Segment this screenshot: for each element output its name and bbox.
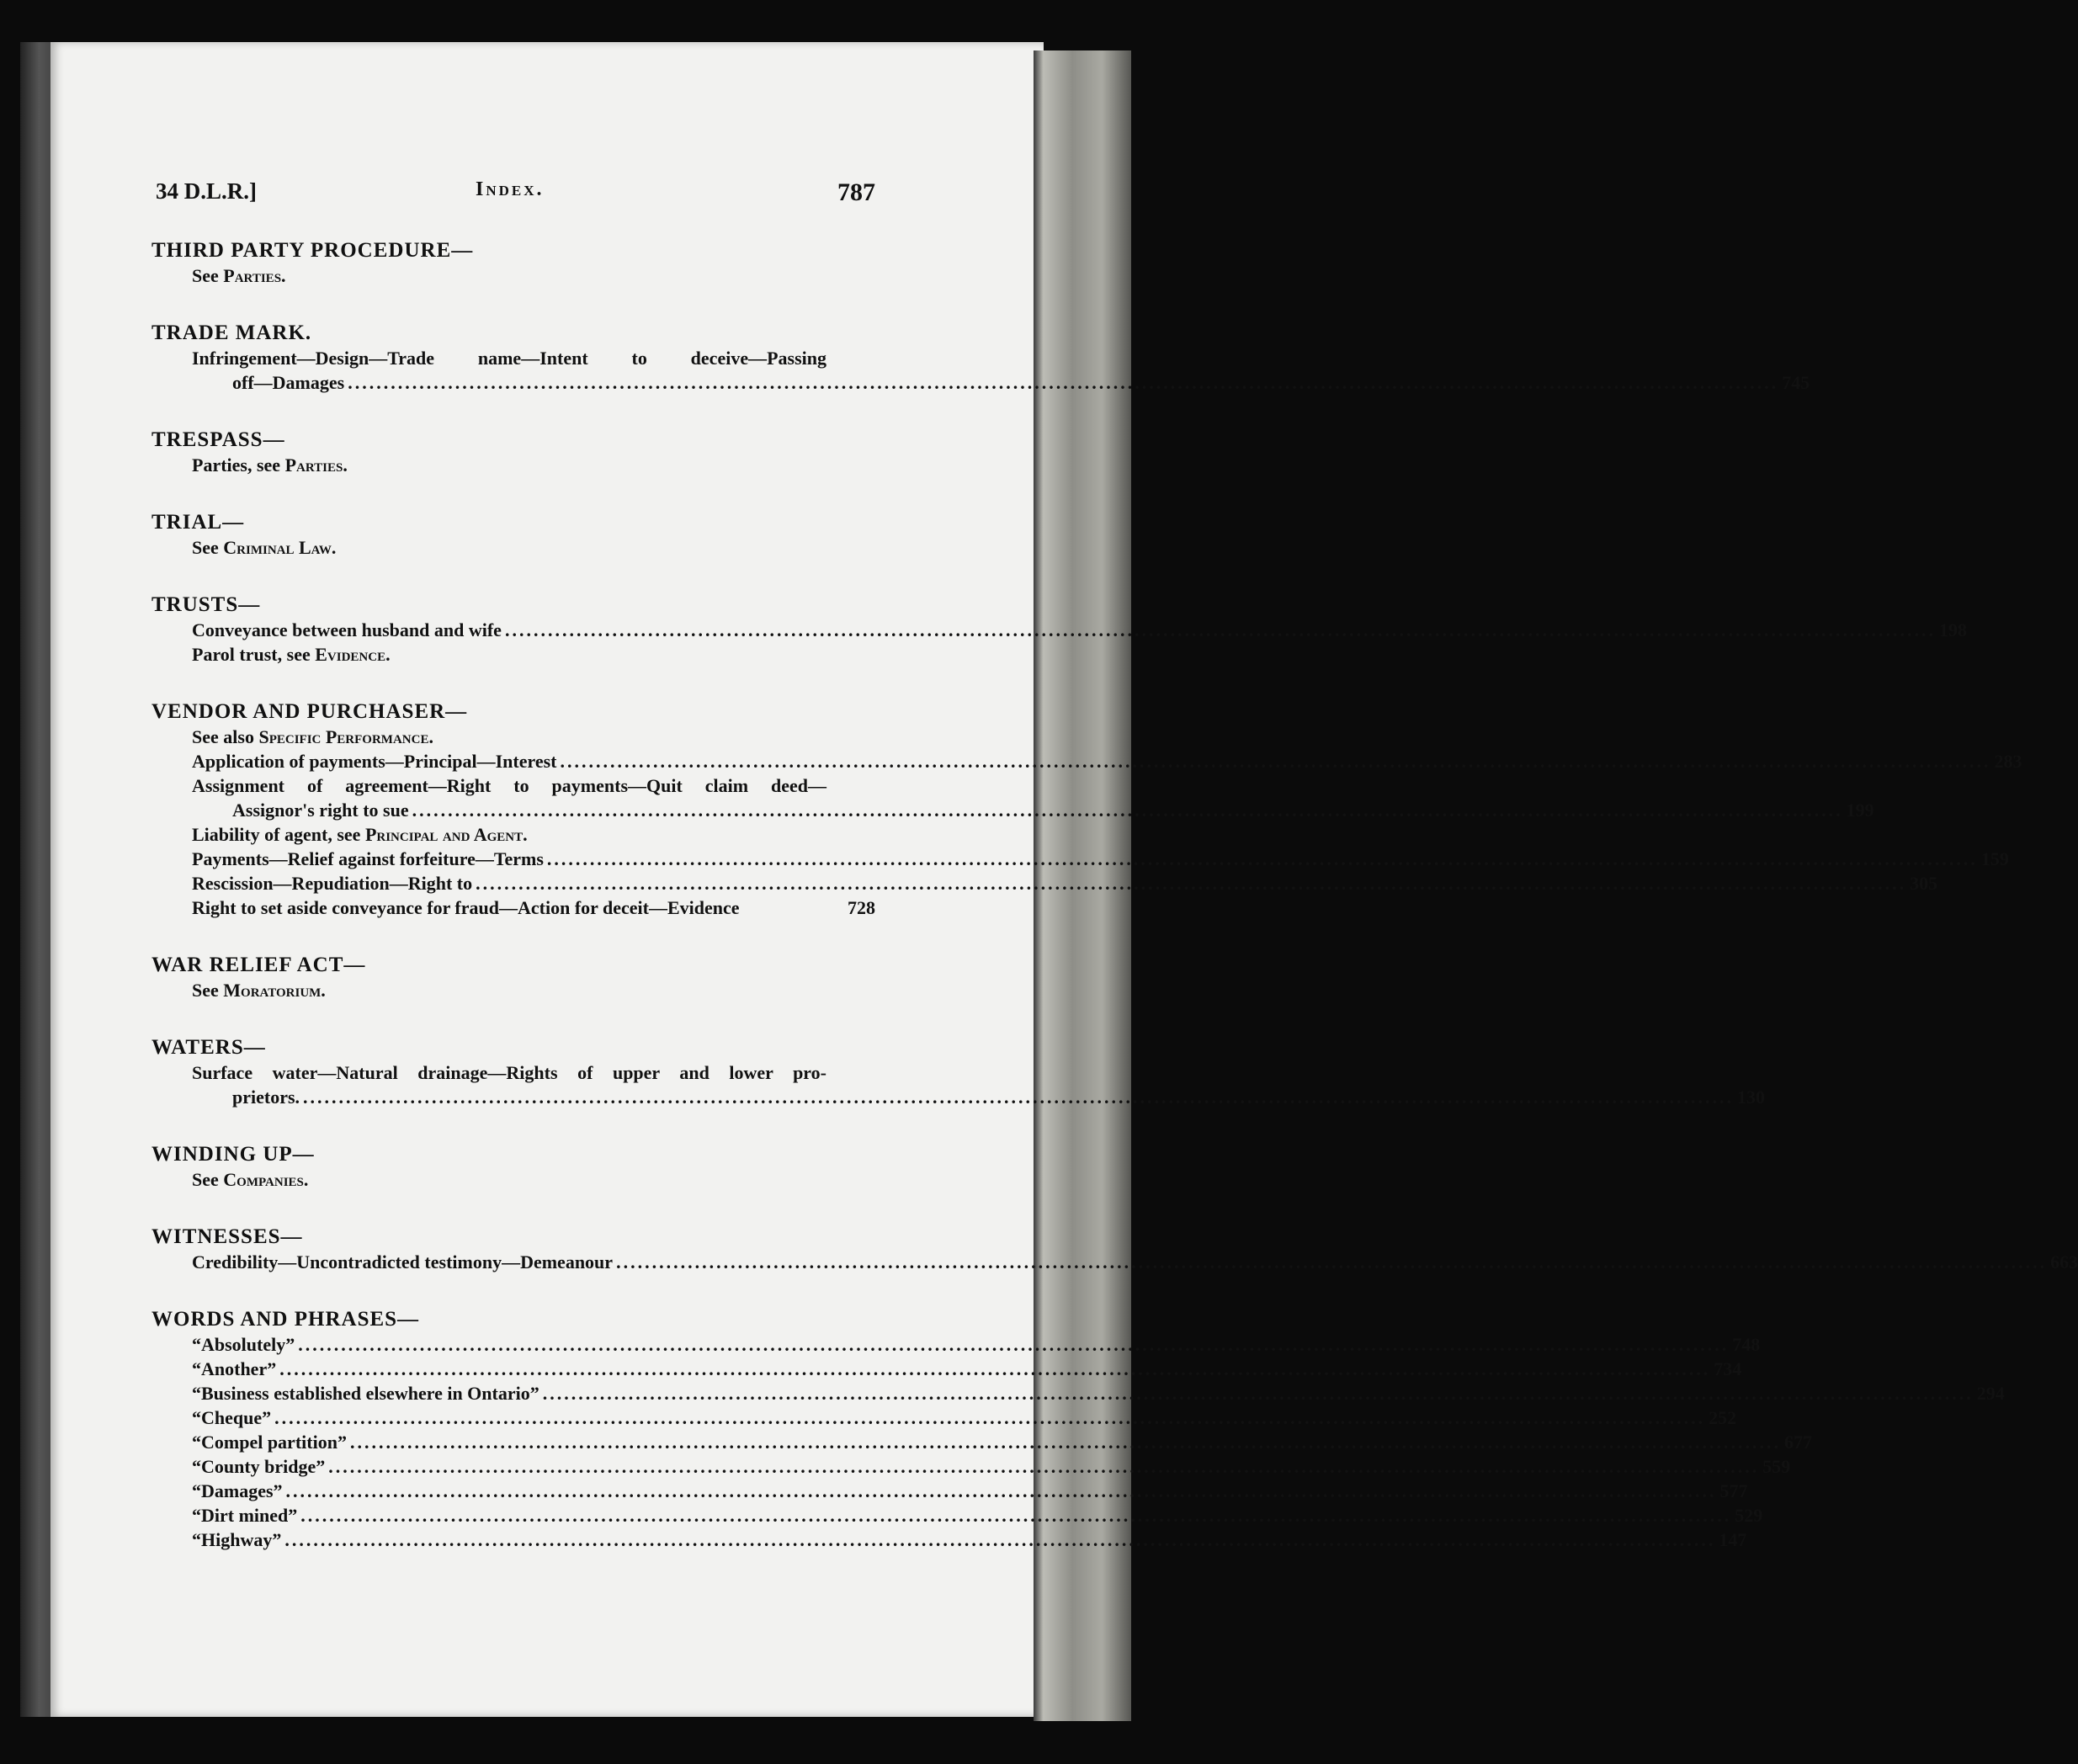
page-reference: 728 bbox=[848, 897, 875, 918]
page-reference: 748 bbox=[1732, 1334, 1761, 1355]
see-prefix: See also bbox=[192, 726, 259, 747]
entry-text bbox=[192, 642, 391, 667]
entry-text: Rescission—Repudiation—Right to bbox=[192, 873, 473, 894]
entry-text bbox=[192, 535, 336, 560]
entry-heading: WAR RELIEF ACT— bbox=[151, 954, 366, 976]
entry-line bbox=[151, 642, 875, 667]
entry-text: Credibility—Uncontradicted testimony—Demeanour bbox=[192, 1251, 614, 1273]
entry-text: “Cheque” bbox=[192, 1407, 272, 1428]
entry-text bbox=[192, 822, 528, 847]
entry-text bbox=[192, 1167, 308, 1192]
entry-line bbox=[151, 1332, 1761, 1357]
dot-leader: ........................................................................................................................................................................................................ bbox=[328, 1456, 1760, 1477]
entry-line bbox=[151, 1250, 2078, 1274]
page-reference: 734 bbox=[1714, 1358, 1742, 1379]
see-prefix: Parties, see bbox=[192, 454, 285, 476]
index-entry bbox=[151, 699, 2022, 920]
entry-line bbox=[151, 871, 1938, 895]
entry-text: off—Damages bbox=[232, 372, 345, 393]
entry-line bbox=[151, 895, 875, 920]
see-prefix: Parol trust, see bbox=[192, 644, 316, 665]
entry-line bbox=[151, 1405, 1737, 1430]
dot-leader: ........................................................................................................................................................................................................ bbox=[298, 1334, 1730, 1355]
entry-line bbox=[151, 1503, 1763, 1528]
entry-line bbox=[151, 618, 1967, 642]
entry-text bbox=[192, 978, 326, 1002]
page-reference: 252 bbox=[1709, 1407, 1737, 1428]
dot-leader: ........................................................................................................................................................................................................ bbox=[303, 1087, 1735, 1108]
entry-line bbox=[151, 798, 1874, 822]
entry-heading: TRESPASS— bbox=[151, 428, 285, 451]
entry-text bbox=[192, 453, 348, 477]
cross-reference: Moratorium. bbox=[223, 980, 326, 1001]
dot-leader: ........................................................................................................................................................................................................ bbox=[504, 619, 1936, 640]
index-entry bbox=[151, 592, 1967, 667]
page-reference: 283 bbox=[1994, 751, 2022, 772]
dot-leader: ........................................................................................................................................................................................................ bbox=[542, 1383, 1974, 1404]
index-entry bbox=[151, 1306, 2005, 1552]
entry-line bbox=[151, 1085, 1766, 1109]
entry-text: “Absolutely” bbox=[192, 1334, 295, 1355]
entry-text: Right to set aside conveyance for fraud—Action for deceit—Evidence bbox=[192, 897, 740, 918]
entry-text: “Another” bbox=[192, 1358, 277, 1379]
dot-leader: ........................................................................................................................................................................................................ bbox=[348, 372, 1779, 393]
entry-text bbox=[192, 725, 433, 749]
dot-leader bbox=[740, 895, 826, 920]
entry-text: prietors. bbox=[232, 1087, 300, 1108]
dot-leader: ........................................................................................................................................................................................................ bbox=[285, 1480, 1717, 1501]
index-entry bbox=[151, 320, 1810, 395]
index-entry bbox=[151, 952, 875, 1002]
page-reference: 294 bbox=[1976, 1383, 2005, 1404]
see-prefix: See bbox=[192, 537, 224, 558]
entry-heading: WORDS AND PHRASES— bbox=[151, 1308, 420, 1331]
entry-heading: WATERS— bbox=[151, 1036, 266, 1059]
entry-line bbox=[151, 1381, 2005, 1405]
see-prefix: See bbox=[192, 265, 224, 286]
entry-line bbox=[151, 1528, 1747, 1552]
cross-reference: Specific Performance. bbox=[258, 726, 433, 747]
entry-text: “Dirt mined” bbox=[192, 1505, 298, 1526]
entry-line bbox=[151, 263, 875, 288]
entry-text: “Compel partition” bbox=[192, 1432, 347, 1453]
see-prefix: See bbox=[192, 980, 224, 1001]
entry-text: Conveyance between husband and wife bbox=[192, 619, 502, 640]
running-header bbox=[156, 178, 875, 212]
index-entry bbox=[151, 509, 875, 560]
entry-text: “Highway” bbox=[192, 1529, 282, 1550]
entry-line: Surface water—Natural drainage—Rights of upper and lower pro- bbox=[192, 1062, 826, 1083]
page-title: Index. bbox=[476, 178, 545, 200]
entry-line bbox=[151, 978, 875, 1002]
entry-line: Assignment of agreement—Right to payments—Quit claim deed— bbox=[192, 775, 826, 796]
entry-line bbox=[151, 847, 2009, 871]
entry-heading: TRADE MARK. bbox=[151, 321, 312, 344]
dot-leader: ........................................................................................................................................................................................................ bbox=[546, 848, 1978, 869]
entry-text: “Business established elsewhere in Ontario” bbox=[192, 1383, 539, 1404]
dot-leader: ........................................................................................................................................................................................................ bbox=[279, 1358, 1711, 1379]
page-reference: 305 bbox=[1910, 873, 1938, 894]
dot-leader: ........................................................................................................................................................................................................ bbox=[412, 800, 1843, 821]
cross-reference: Companies. bbox=[223, 1169, 309, 1190]
volume-label: 34 D.L.R.] bbox=[156, 178, 257, 204]
index-body bbox=[151, 237, 2078, 1584]
page-reference: 559 bbox=[1762, 1456, 1791, 1477]
index-entry bbox=[151, 1224, 2078, 1274]
cross-reference: Parties. bbox=[284, 454, 348, 476]
entry-heading: WINDING UP— bbox=[151, 1143, 315, 1166]
index-entry bbox=[151, 1141, 875, 1192]
entry-text: “Damages” bbox=[192, 1480, 283, 1501]
dot-leader: ........................................................................................................................................................................................................ bbox=[300, 1505, 1732, 1526]
entry-line bbox=[151, 535, 875, 560]
dot-leader: ........................................................................................................................................................................................................ bbox=[560, 751, 1991, 772]
cross-reference: Criminal Law. bbox=[223, 537, 337, 558]
dot-leader: ........................................................................................................................................................................................................ bbox=[476, 873, 1907, 894]
entry-line bbox=[151, 370, 1810, 395]
entry-line bbox=[151, 725, 875, 749]
index-entry bbox=[151, 1034, 1766, 1109]
entry-line bbox=[151, 1454, 1791, 1479]
cross-reference: Principal and Agent. bbox=[364, 824, 528, 845]
page-reference: 159 bbox=[1980, 848, 2009, 869]
entry-heading: WITNESSES— bbox=[151, 1225, 303, 1248]
entry-line bbox=[151, 1167, 875, 1192]
entry-line bbox=[151, 1430, 1812, 1454]
dot-leader: ........................................................................................................................................................................................................ bbox=[274, 1407, 1706, 1428]
page-reference: 529 bbox=[1735, 1505, 1763, 1526]
see-prefix: Liability of agent, see bbox=[192, 824, 365, 845]
entry-text: “County bridge” bbox=[192, 1456, 326, 1477]
page-reference: 577 bbox=[1719, 1480, 1748, 1501]
entry-heading: THIRD PARTY PROCEDURE— bbox=[151, 239, 474, 262]
entry-heading: TRUSTS— bbox=[151, 593, 261, 616]
entry-line bbox=[151, 1479, 1748, 1503]
page-reference: 677 bbox=[1783, 1432, 1812, 1453]
entry-text: Assignor's right to sue bbox=[232, 800, 409, 821]
cross-reference: Evidence. bbox=[315, 644, 391, 665]
entry-text: Payments—Relief against forfeiture—Terms bbox=[192, 848, 544, 869]
page-number: 787 bbox=[837, 178, 875, 206]
entry-line bbox=[151, 1357, 1742, 1381]
entry-heading: TRIAL— bbox=[151, 511, 245, 534]
page-reference: 745 bbox=[1782, 372, 1810, 393]
see-prefix: See bbox=[192, 1169, 224, 1190]
dot-leader: ........................................................................................................................................................................................................ bbox=[349, 1432, 1781, 1453]
page-reference: 198 bbox=[1938, 619, 1967, 640]
entry-line: Infringement—Design—Trade name—Intent to deceive—Passing bbox=[192, 348, 826, 369]
dot-leader: ........................................................................................................................................................................................................ bbox=[284, 1529, 1716, 1550]
entry-heading: VENDOR AND PURCHASER— bbox=[151, 700, 468, 723]
index-entry bbox=[151, 427, 875, 477]
entry-line bbox=[151, 453, 875, 477]
page-reference: 130 bbox=[1737, 1087, 1766, 1108]
entry-line bbox=[151, 822, 875, 847]
entry-text bbox=[192, 263, 286, 288]
index-entry bbox=[151, 237, 875, 288]
page-reference: 663 bbox=[2050, 1251, 2078, 1273]
entry-text: Application of payments—Principal—Interest bbox=[192, 751, 557, 772]
page-reference: 199 bbox=[1846, 800, 1874, 821]
entry-line bbox=[151, 749, 2022, 773]
dot-leader: ........................................................................................................................................................................................................ bbox=[616, 1251, 2048, 1273]
page-reference: 147 bbox=[1719, 1529, 1747, 1550]
cross-reference: Parties. bbox=[223, 265, 286, 286]
